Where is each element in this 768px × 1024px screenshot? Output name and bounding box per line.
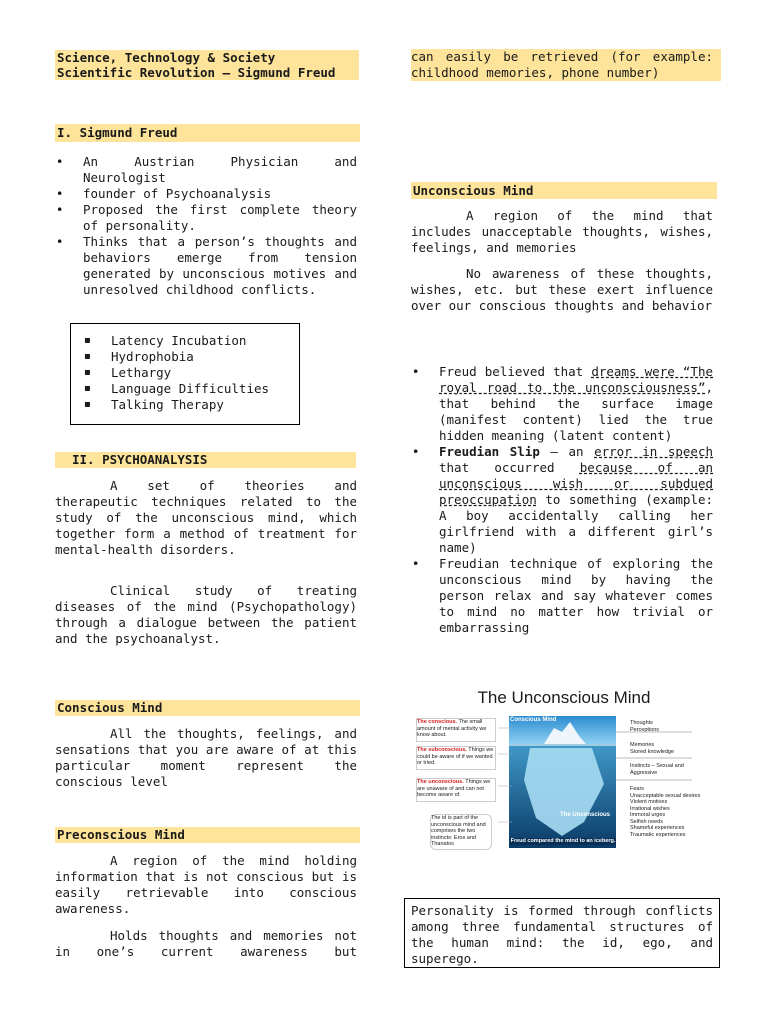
section1-title: I. Sigmund Freud [55, 124, 360, 142]
unconscious-list [411, 364, 713, 636]
unconscious-p1: A region of the mind that includes unacceptable thoughts, wishes, feelings, and memories [411, 208, 713, 255]
section1-list [55, 154, 357, 298]
list-item: • Proposed the first complete theory of personality. [83, 202, 357, 234]
section2-title: II. PSYCHOANALYSIS [55, 452, 356, 468]
conscious-p1: All the thoughts, feelings, and sensations that you are aware of at this particular moment represent the conscious level [55, 726, 357, 789]
list-item: • Freudian Slip – an error in speech that occurred because of an unconscious wish or subdued preoccupation to something (example: A boy accidentally calling her girlfriend with a different girl’s name) [439, 444, 713, 556]
list-item: • Thinks that a person’s thoughts and behaviors emerge from tension generated by unconscious motives and unresolved childhood conflicts. [83, 234, 357, 298]
callout-subconscious: The subconscious. Things we could be aware of if we wanted or tried. [416, 746, 496, 770]
list-item: • founder of Psychoanalysis [83, 186, 357, 202]
box-item: ▪ Language Difficulties [111, 381, 299, 397]
figure-title: The Unconscious Mind [477, 688, 651, 707]
conscious-title: Conscious Mind [55, 700, 360, 716]
box-item: ▪ Talking Therapy [111, 397, 299, 413]
side-text-4: Fears Unacceptable sexual desires Violent motives Irrational wishes Immoral urges Selfish needs Shameful experiences Traumatic experiences [630, 786, 701, 838]
list-item: • Freudian technique of exploring the unconscious mind by having the person relax and say whatever comes to mind no matter how trivial or embarrassing [439, 556, 713, 636]
personality-text: Personality is formed through conflicts among three fundamental structures of the human mind: the id, ego, and superego. [411, 903, 713, 966]
preconscious-p2: Holds thoughts and memories not in one’s current awareness but [55, 928, 357, 959]
label-unconscious: The Unconscious [560, 812, 611, 818]
list-item: • Freud believed that dreams were “The royal road to the unconsciousness”, that behind the surface image (manifest content) lied the true hidden meaning (latent content) [439, 364, 713, 444]
psychoanalysis-p2: Clinical study of treating diseases of the mind (Psychopathology) through a dialogue between the patient and the psychoanalyst. [55, 583, 357, 646]
preconscious-title: Preconscious Mind [55, 827, 360, 843]
unconscious-p2: No awareness of these thoughts, wishes, etc. but these exert influence over our conscious thoughts and behavior [411, 266, 713, 313]
symptoms-box [70, 323, 300, 425]
box-item: ▪ Lethargy [111, 365, 299, 381]
box-item: ▪ Latency Incubation [111, 333, 299, 349]
header-line2: Scientific Revolution – Sigmund Freud [57, 65, 336, 80]
psychoanalysis-p1: A set of theories and therapeutic techniques related to the study of the unconscious mind, which together form a method of treatment for mental-health disorders. [55, 478, 357, 557]
list-item: • An Austrian Physician and Neurologist [83, 154, 357, 186]
unconscious-title: Unconscious Mind [411, 182, 717, 199]
callout-conscious: The conscious. The small amount of mental activity we know about. [416, 718, 496, 742]
label-conscious-mind: Conscious Mind [510, 717, 557, 723]
preconscious-p1: A region of the mind holding information that is not conscious but is easily retrievable into conscious awareness. [55, 853, 357, 916]
side-text-1: Thoughts Perceptions [630, 720, 660, 733]
callout-id: The id is part of the unconscious mind and comprises the two instincts: Eros and Thanatos [430, 814, 492, 850]
box-item: ▪ Hydrophobia [111, 349, 299, 365]
side-text-3: Instincts – Sexual and Aggressive [630, 763, 684, 776]
callout-unconscious: The unconscious. Things we are unaware of and can not become aware of. [416, 778, 496, 802]
header [55, 50, 359, 80]
preconscious-p2-continued: can easily be retrieved (for example: childhood memories, phone number) [411, 49, 713, 80]
personality-box [404, 898, 720, 968]
figure-caption: Freud compared the mind to an iceberg. [510, 838, 616, 844]
header-line1: Science, Technology & Society [57, 50, 276, 65]
iceberg-figure [414, 690, 720, 860]
side-text-2: Memories Stored knowledge [630, 742, 675, 755]
